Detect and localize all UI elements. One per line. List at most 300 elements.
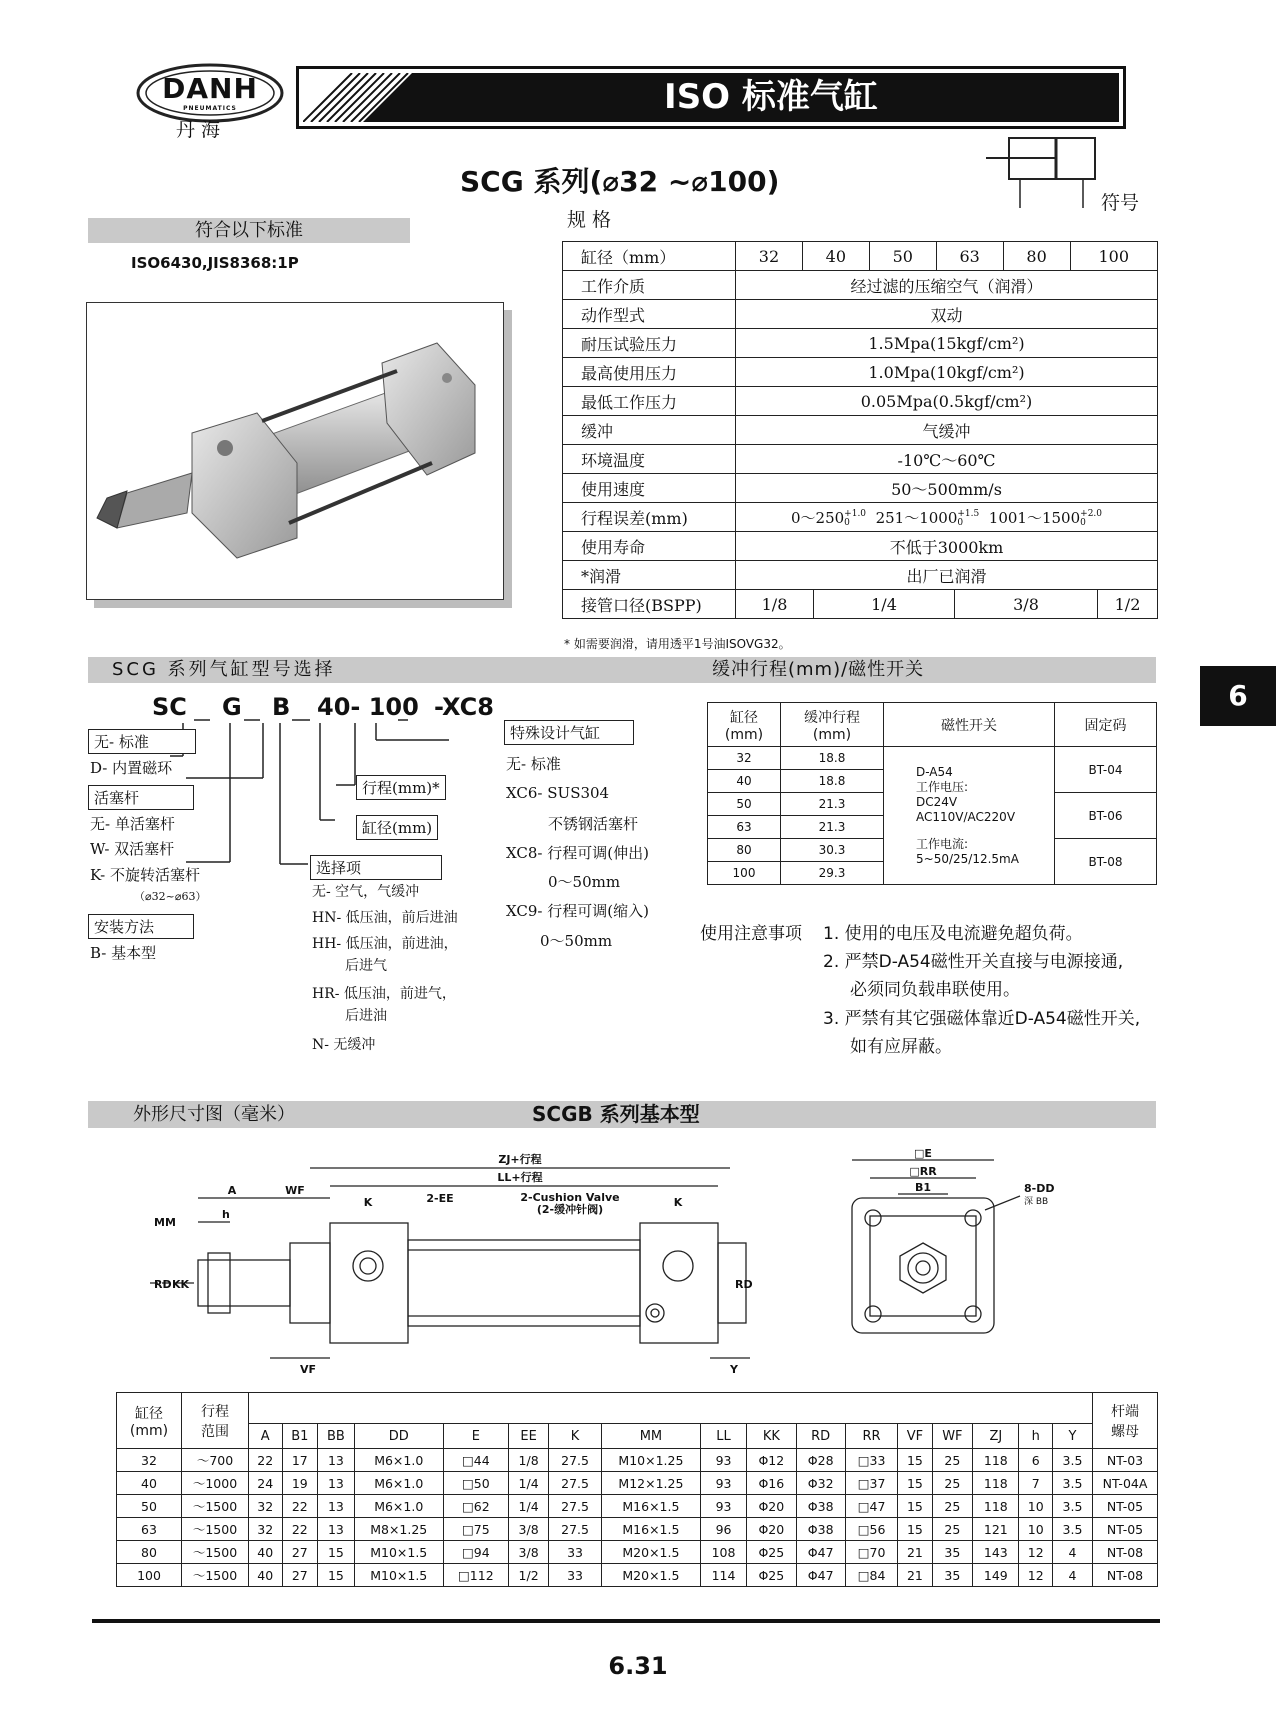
dim-cell: □50 [443, 1472, 508, 1495]
symbol-label: 符号 [1101, 192, 1140, 214]
note-item: 如有应屏蔽。 [850, 1037, 952, 1057]
brand-name: 丹 海 [176, 119, 221, 141]
table-row [117, 1449, 1158, 1472]
spec-bore-label: 缸径（mm） [563, 242, 736, 271]
spec-port: 1/2 [1098, 590, 1158, 619]
dim-cell: NT-04A [1093, 1472, 1158, 1495]
notes-label: 使用注意事项 [700, 924, 802, 944]
spec-bore-row [563, 242, 1158, 271]
switch-line: 工作电压: [916, 779, 969, 794]
dim-label: KK [172, 1278, 190, 1291]
piston-note: （⌀32~⌀63） [134, 890, 207, 903]
dim-label: A [227, 1184, 237, 1197]
dim-cell: 22 [249, 1449, 283, 1472]
spec-bore: 40 [802, 242, 869, 271]
spec-value: 双动 [736, 300, 1158, 329]
dim-cell: M16×1.5 [601, 1495, 700, 1518]
code-sc: SC [152, 693, 187, 721]
dims-bar-title: SCGB 系列基本型 [532, 1102, 700, 1126]
dim-cell: □62 [443, 1495, 508, 1518]
dim-cell: 118 [973, 1449, 1019, 1472]
dim-label: VF [300, 1363, 317, 1376]
chapter-number: 6 [1228, 679, 1248, 712]
dim-cell: 13 [318, 1449, 355, 1472]
dim-cell: 13 [318, 1495, 355, 1518]
dims-bar-label: 外形尺寸图（毫米） [133, 1104, 295, 1125]
dim-cell: ～1500 [182, 1518, 249, 1541]
spec-value: 0.05Mpa(0.5kgf/cm²) [736, 387, 1158, 416]
standards-bar-label: 符合以下标准 [195, 220, 303, 241]
dim-cell: ～700 [182, 1449, 249, 1472]
spec-label: 行程误差(mm) [563, 503, 736, 532]
dim-cell: Φ20 [747, 1518, 796, 1541]
code-xc: -XC8 [434, 693, 494, 721]
dim-head: ZJ [973, 1424, 1019, 1449]
dim-head: RR [845, 1424, 897, 1449]
dim-cell: Φ28 [796, 1449, 845, 1472]
spec-tolerance-value [736, 503, 1158, 532]
dim-label: B1 [914, 1181, 932, 1194]
dim-cell: M10×1.25 [601, 1449, 700, 1472]
dim-cell: □94 [443, 1541, 508, 1564]
option-item: 无- 空气，气缓冲 [312, 884, 420, 900]
series-title: SCG 系列(⌀32 ~⌀100) [460, 165, 780, 198]
dim-cell: 12 [1019, 1541, 1053, 1564]
table-row [117, 1518, 1158, 1541]
dim-cell: 24 [249, 1472, 283, 1495]
dim-cell: 15 [898, 1495, 932, 1518]
rod-type-head: 无- 标准 [88, 729, 196, 754]
cushion-stroke: 18.8 [781, 770, 884, 793]
dim-cell: 17 [282, 1449, 318, 1472]
dim-cell: 27.5 [549, 1472, 602, 1495]
dim-cell: 3.5 [1052, 1472, 1092, 1495]
spec-label: 缓冲 [563, 416, 736, 445]
cushion-head: 固定码 [1055, 703, 1157, 747]
dim-cell: 15 [318, 1541, 355, 1564]
dim-cell: ～1000 [182, 1472, 249, 1495]
dim-label: (2-缓冲针阀) [536, 1203, 604, 1216]
dim-cell: □47 [845, 1495, 897, 1518]
dim-cell: M6×1.0 [354, 1472, 443, 1495]
cushion-bar-label: 缓冲行程(mm)/磁性开关 [712, 659, 925, 680]
dim-cell: 25 [932, 1449, 973, 1472]
dim-cell: □44 [443, 1449, 508, 1472]
special-item: 不锈钢活塞杆 [548, 815, 639, 833]
dim-header-spacer [249, 1393, 1093, 1424]
spec-bore: 32 [736, 242, 803, 271]
spec-row [563, 358, 1158, 387]
dim-col-nut: 杆端 螺母 [1093, 1393, 1158, 1449]
dim-cell: Φ12 [747, 1449, 796, 1472]
dim-label: □E [914, 1148, 932, 1160]
header-title: ISO 标准气缸 [664, 77, 878, 117]
dim-cell: □75 [443, 1518, 508, 1541]
dim-head: VF [898, 1424, 932, 1449]
dim-cell: 13 [318, 1472, 355, 1495]
spec-value: 不低于3000km [736, 532, 1158, 561]
dim-head: Y [1052, 1424, 1092, 1449]
note-item: 2. 严禁D-A54磁性开关直接与电源接通, [823, 952, 1124, 972]
dim-label: MM [154, 1216, 176, 1229]
cushion-row [708, 747, 1157, 770]
dim-cell: 1/8 [508, 1449, 548, 1472]
spec-label: 动作型式 [563, 300, 736, 329]
cushion-bore: 32 [708, 747, 781, 770]
cylinder-symbol [986, 136, 1098, 210]
spec-row [563, 561, 1158, 590]
dim-cell: 21 [898, 1564, 932, 1587]
cushion-stroke: 18.8 [781, 747, 884, 770]
dim-cell: M10×1.5 [354, 1541, 443, 1564]
dim-cell: 3.5 [1052, 1449, 1092, 1472]
dim-cell: Φ32 [796, 1472, 845, 1495]
dim-cell: 10 [1019, 1495, 1053, 1518]
option-item: HR- 低压油，前进气， [312, 986, 456, 1002]
tol-upper: +2.0 [1080, 508, 1103, 519]
dim-cell: 143 [973, 1541, 1019, 1564]
dim-head: LL [700, 1424, 746, 1449]
dim-label: 8-DD [1024, 1182, 1055, 1195]
dim-cell: □70 [845, 1541, 897, 1564]
dim-cell: 15 [898, 1518, 932, 1541]
dim-cell: M10×1.5 [354, 1564, 443, 1587]
standards-bar [88, 218, 410, 243]
note-item: 1. 使用的电压及电流避免超负荷。 [823, 924, 1083, 944]
cushion-stroke: 29.3 [781, 862, 884, 885]
dim-label: Y [730, 1363, 738, 1376]
spec-port: 1/8 [736, 590, 814, 619]
dim-cell: 22 [282, 1518, 318, 1541]
spec-row [563, 271, 1158, 300]
dim-cell: 4 [1052, 1564, 1092, 1587]
logo-text: DANH [162, 72, 258, 105]
tol-lower: 0 [1080, 517, 1086, 528]
dim-cell: 27 [282, 1564, 318, 1587]
dim-cell: M20×1.5 [601, 1541, 700, 1564]
switch-line: AC110V/AC220V [916, 809, 1016, 824]
switch-info [884, 747, 1055, 885]
dim-cell: 80 [117, 1541, 182, 1564]
dim-cell: 3.5 [1052, 1518, 1092, 1541]
dim-cell: □112 [443, 1564, 508, 1587]
dim-cell: 27.5 [549, 1495, 602, 1518]
mount-head: 安装方法 [88, 914, 194, 939]
spec-row [563, 532, 1158, 561]
spec-label: 环境温度 [563, 445, 736, 474]
tol-upper: +1.0 [844, 508, 867, 519]
spec-subtitle: 规 格 [567, 209, 612, 231]
dim-cell: 93 [700, 1495, 746, 1518]
dim-cell: 1/4 [508, 1472, 548, 1495]
footer-rule [92, 1619, 1160, 1623]
dim-cell: 27.5 [549, 1449, 602, 1472]
dim-cell: 96 [700, 1518, 746, 1541]
cushion-head: 磁性开关 [884, 703, 1055, 747]
switch-line: D-A54 [916, 764, 953, 779]
dim-cell: 4 [1052, 1541, 1092, 1564]
dim-cell: 19 [282, 1472, 318, 1495]
spec-row [563, 503, 1158, 532]
spec-port: 3/8 [955, 590, 1098, 619]
spec-bore: 80 [1003, 242, 1070, 271]
dim-cell: M6×1.0 [354, 1449, 443, 1472]
table-row [117, 1564, 1158, 1587]
model-bar-label: SCG 系列气缸型号选择 [112, 659, 336, 680]
dim-label: ZJ+行程 [498, 1153, 542, 1166]
dim-head: DD [354, 1424, 443, 1449]
dim-cell: 13 [318, 1518, 355, 1541]
dim-cell: 32 [249, 1495, 283, 1518]
dim-cell: 40 [249, 1541, 283, 1564]
dim-cell: Φ38 [796, 1495, 845, 1518]
chapter-tab [1200, 666, 1276, 726]
bore-box: 缸径(mm) [356, 815, 438, 840]
spec-port: 1/4 [814, 590, 955, 619]
dim-cell: 12 [1019, 1564, 1053, 1587]
spec-bore: 50 [869, 242, 936, 271]
dim-cell: 108 [700, 1541, 746, 1564]
dim-head: h [1019, 1424, 1053, 1449]
dim-cell: □84 [845, 1564, 897, 1587]
stroke-box: 行程(mm)* [356, 775, 446, 800]
switch-line: 5~50/25/12.5mA [916, 851, 1019, 866]
code-g: G [222, 693, 242, 721]
dim-cell: Φ25 [747, 1541, 796, 1564]
dim-cell: ～1500 [182, 1495, 249, 1518]
option-item: 后进油 [345, 1008, 387, 1024]
dim-header-row [117, 1424, 1158, 1449]
piston-item: 无- 单活塞杆 [90, 815, 175, 833]
dim-cell: 32 [249, 1518, 283, 1541]
special-head: 特殊设计气缸 [504, 720, 634, 745]
dim-label: LL+行程 [497, 1171, 543, 1184]
spec-footnote: * 如需要润滑，请用透平1号油ISOVG32。 [564, 637, 791, 651]
dim-head: EE [508, 1424, 548, 1449]
spec-label: 最高使用压力 [563, 358, 736, 387]
options-head: 选择项 [310, 855, 442, 880]
option-item: HH- 低压油，前进油， [312, 936, 458, 952]
spec-port-label: 接管口径(BSPP) [563, 590, 736, 619]
header-bar [296, 66, 1126, 129]
dim-body [117, 1449, 1158, 1587]
dim-cell: M12×1.25 [601, 1472, 700, 1495]
dim-cell: □56 [845, 1518, 897, 1541]
cushion-stroke: 21.3 [781, 793, 884, 816]
dim-cell: NT-05 [1093, 1518, 1158, 1541]
mount-item: B- 基本型 [90, 944, 157, 962]
cushion-table [707, 702, 1157, 885]
dim-cell: ～1500 [182, 1541, 249, 1564]
dim-cell: 27 [282, 1541, 318, 1564]
special-item: 0～50mm [540, 932, 613, 950]
dim-head: RD [796, 1424, 845, 1449]
product-photo [86, 302, 504, 600]
spec-value: 50～500mm/s [736, 474, 1158, 503]
spec-label: 工作介质 [563, 271, 736, 300]
dim-cell: 25 [932, 1495, 973, 1518]
option-item: 后进气 [345, 958, 387, 974]
dim-head: MM [601, 1424, 700, 1449]
dim-label: □RR [909, 1165, 937, 1178]
special-item: XC8- 行程可调(伸出) [506, 844, 649, 862]
standards-text: ISO6430,JIS8368:1P [131, 254, 299, 272]
dim-cell: Φ47 [796, 1541, 845, 1564]
dim-cell: 121 [973, 1518, 1019, 1541]
switch-line: DC24V [916, 794, 958, 809]
dim-col-stroke: 行程 范围 [182, 1393, 249, 1449]
dim-cell: 15 [898, 1449, 932, 1472]
fix-code: BT-04 [1055, 747, 1157, 793]
dim-cell: 114 [700, 1564, 746, 1587]
dim-head: K [549, 1424, 602, 1449]
option-item: N- 无缓冲 [312, 1037, 376, 1053]
dim-cell: 149 [973, 1564, 1019, 1587]
dim-cell: Φ16 [747, 1472, 796, 1495]
dim-cell: 40 [249, 1564, 283, 1587]
dimension-table [116, 1392, 1158, 1587]
cushion-stroke: 30.3 [781, 839, 884, 862]
tol-upper: +1.5 [957, 508, 980, 519]
page-number: 6.31 [608, 1652, 668, 1680]
table-row [117, 1495, 1158, 1518]
dim-cell: 1/2 [508, 1564, 548, 1587]
rod-type-item: D- 内置磁环 [90, 759, 173, 777]
spec-value: -10℃～60℃ [736, 445, 1158, 474]
side-view-drawing [150, 1148, 770, 1378]
spec-value: 气缓冲 [736, 416, 1158, 445]
tol-range: 0～250 [790, 508, 845, 527]
dim-cell: 7 [1019, 1472, 1053, 1495]
special-item: XC6- SUS304 [506, 784, 610, 802]
dims-bar [88, 1101, 1156, 1128]
model-bar [88, 657, 1156, 683]
dim-cell: M20×1.5 [601, 1564, 700, 1587]
tol-range: 1001～1500 [988, 508, 1081, 527]
dim-cell: 15 [318, 1564, 355, 1587]
spec-row [563, 474, 1158, 503]
dim-header-top [117, 1393, 1158, 1424]
spec-label: *润滑 [563, 561, 736, 590]
spec-row [563, 445, 1158, 474]
dim-cell: 35 [932, 1541, 973, 1564]
dim-cell: Φ25 [747, 1564, 796, 1587]
dim-cell: Φ47 [796, 1564, 845, 1587]
dim-label: K [363, 1196, 373, 1209]
dim-label: K [673, 1196, 683, 1209]
cushion-stroke: 21.3 [781, 816, 884, 839]
dim-cell: Φ38 [796, 1518, 845, 1541]
dim-head: BB [318, 1424, 355, 1449]
dim-cell: 15 [898, 1472, 932, 1495]
cushion-bore: 80 [708, 839, 781, 862]
dim-label: 深 BB [1024, 1197, 1049, 1207]
dim-cell: 6 [1019, 1449, 1053, 1472]
spec-table [562, 241, 1158, 590]
dim-cell: Φ20 [747, 1495, 796, 1518]
dim-label: h [222, 1208, 230, 1221]
dim-cell: 25 [932, 1518, 973, 1541]
spec-label: 使用速度 [563, 474, 736, 503]
cushion-bore: 40 [708, 770, 781, 793]
dim-label: RD [154, 1278, 172, 1291]
switch-line: 工作电流: [916, 836, 969, 851]
spec-value: 经过滤的压缩空气（润滑） [736, 271, 1158, 300]
header-inner [303, 73, 1119, 122]
note-item: 3. 严禁有其它强磁体靠近D-A54磁性开关, [823, 1009, 1141, 1029]
dim-cell: 10 [1019, 1518, 1053, 1541]
dim-cell: 50 [117, 1495, 182, 1518]
cushion-bore: 50 [708, 793, 781, 816]
dim-cell: M16×1.5 [601, 1518, 700, 1541]
spec-row [563, 300, 1158, 329]
dim-label: 2-Cushion Valve [520, 1191, 620, 1204]
dim-cell: □37 [845, 1472, 897, 1495]
spec-bore: 63 [936, 242, 1003, 271]
option-item: HN- 低压油，前后进油 [312, 910, 458, 926]
dim-cell: 33 [549, 1564, 602, 1587]
dim-cell: 63 [117, 1518, 182, 1541]
dim-cell: 35 [932, 1564, 973, 1587]
dim-cell: 93 [700, 1449, 746, 1472]
note-item: 必须同负载串联使用。 [850, 980, 1020, 1000]
dim-cell: 40 [117, 1472, 182, 1495]
cushion-head: 缸径 (mm) [708, 703, 781, 747]
tol-lower: 0 [844, 517, 850, 528]
dim-head: A [249, 1424, 283, 1449]
front-view-drawing [840, 1148, 1060, 1338]
dim-cell: 93 [700, 1472, 746, 1495]
dim-label: WF [285, 1184, 305, 1197]
dim-cell: NT-05 [1093, 1495, 1158, 1518]
dim-cell: ～1500 [182, 1564, 249, 1587]
spec-label: 使用寿命 [563, 532, 736, 561]
dim-cell: 1/4 [508, 1495, 548, 1518]
dim-cell: 21 [898, 1541, 932, 1564]
dim-cell: M6×1.0 [354, 1495, 443, 1518]
spec-row [563, 416, 1158, 445]
piston-item: W- 双活塞杆 [90, 840, 175, 858]
spec-value: 出厂已润滑 [736, 561, 1158, 590]
dim-cell: 22 [282, 1495, 318, 1518]
cushion-bore: 63 [708, 816, 781, 839]
code-size: 40- 100 [317, 693, 419, 721]
special-item: 无- 标准 [506, 755, 561, 773]
cushion-header-row [708, 703, 1157, 747]
table-row [117, 1541, 1158, 1564]
special-item: XC9- 行程可调(缩入) [506, 902, 649, 920]
piston-head: 活塞杆 [88, 785, 194, 810]
dim-cell: NT-08 [1093, 1541, 1158, 1564]
dim-cell: NT-08 [1093, 1564, 1158, 1587]
dim-head: KK [747, 1424, 796, 1449]
spec-label: 耐压试验压力 [563, 329, 736, 358]
dim-label: RD [735, 1278, 753, 1291]
special-item: 0～50mm [548, 873, 621, 891]
dim-cell: NT-03 [1093, 1449, 1158, 1472]
spec-port-table [562, 589, 1158, 619]
spec-bore: 100 [1070, 242, 1157, 271]
cushion-bore: 100 [708, 862, 781, 885]
dim-cell: 118 [973, 1472, 1019, 1495]
dim-head: WF [932, 1424, 973, 1449]
spec-port-row [563, 590, 1158, 619]
dim-head: E [443, 1424, 508, 1449]
table-row [117, 1472, 1158, 1495]
dim-cell: 3.5 [1052, 1495, 1092, 1518]
fix-code: BT-06 [1055, 793, 1157, 839]
spec-row [563, 329, 1158, 358]
